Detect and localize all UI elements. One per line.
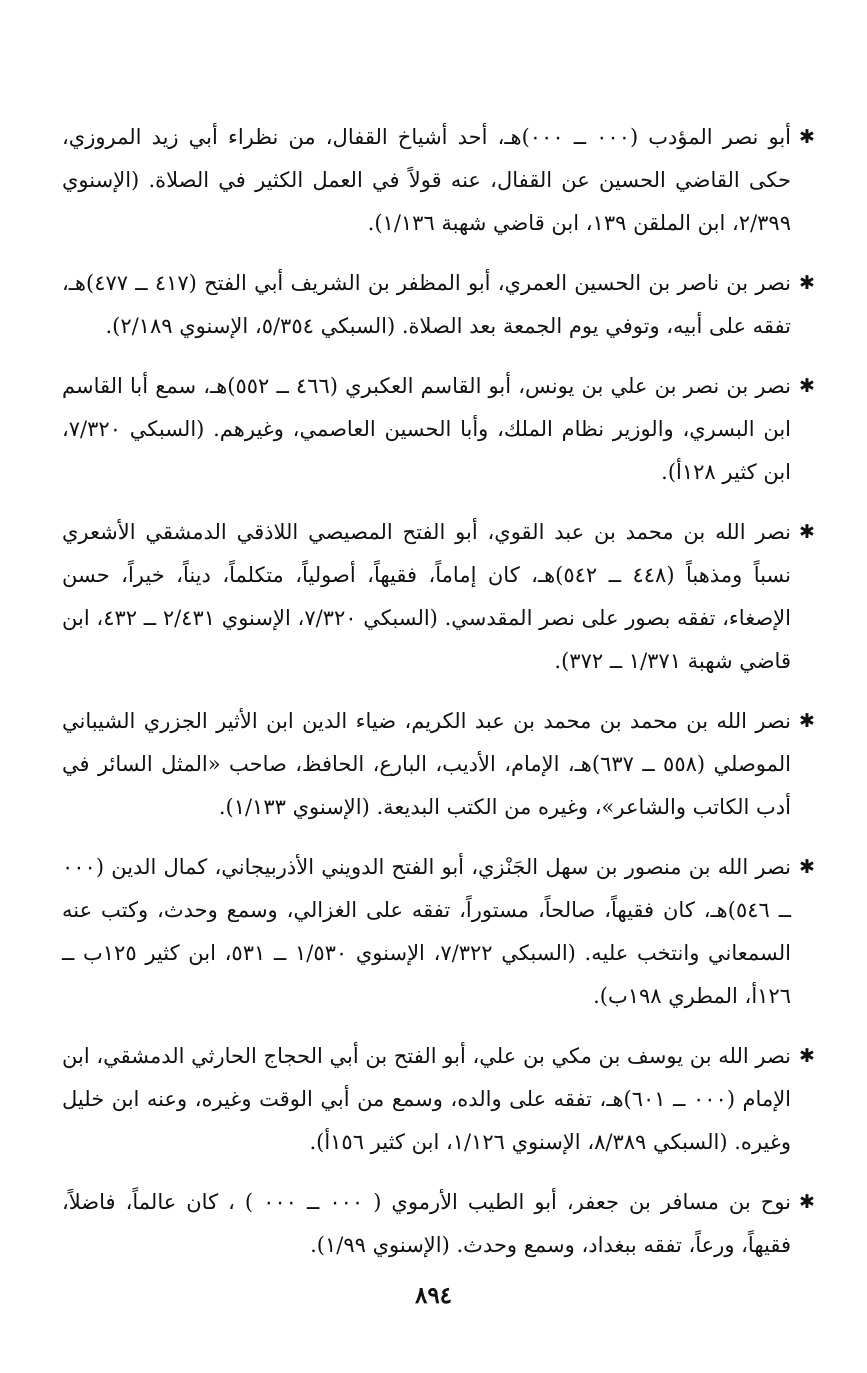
biography-entry bbox=[62, 1035, 817, 1164]
entry-text: نوح بن مسافر بن جعفر، أبو الطيب الأرموي ( ٠٠٠ ــ ٠٠٠ ) ، كان عالماً، فاضلاً، فقيهاً، ورعاً، تفقه ببغداد، وسمع وحدث. (الإسنوي ١/٩٩). bbox=[62, 1190, 792, 1257]
asterisk-bullet-icon: ✱ bbox=[799, 375, 815, 397]
entry-text: نصر الله بن محمد بن محمد بن عبد الكريم، ضياء الدين ابن الأثير الجزري الشيباني الموصلي (٥٥٨ ــ ٦٣٧)هـ، الإمام، الأديب، البارع، الحافظ، صاحب «المثل السائر في أدب الكاتب والشاعر»، وغيره من الكتب البديعة. (الإسنوي ١/١٣٣). bbox=[62, 709, 791, 819]
biography-entry bbox=[62, 511, 817, 683]
entry-text: أبو نصر المؤدب (٠٠٠ ــ ٠٠٠)هـ، أحد أشياخ القفال، من نظراء أبي زيد المروزي، حكى القاضي الحسين عن القفال، عنه قولاً في العمل الكثير في الصلاة. (الإسنوي ٢/٣٩٩، ابن الملقن ١٣٩، ابن قاضي شهبة ١/١٣٦). bbox=[62, 125, 792, 235]
asterisk-bullet-icon: ✱ bbox=[799, 272, 815, 294]
entry-text: نصر بن ناصر بن الحسين العمري، أبو المظفر بن الشريف أبي الفتح (٤١٧ ــ ٤٧٧)هـ، تفقه على أبيه، وتوفي يوم الجمعة بعد الصلاة. (السبكي ٥/٣٥٤، الإسنوي ٢/١٨٩). bbox=[62, 271, 792, 338]
biography-entry bbox=[62, 116, 817, 245]
document-page bbox=[62, 116, 817, 1284]
entry-text: نصر الله بن منصور بن سهل الجَنْزي، أبو الفتح الدويني الأذربيجاني، كمال الدين (٠٠٠ ــ ٥٤٦)هـ، كان فقيهاً، صالحاً، مستوراً، تفقه على الغزالي، وسمع وحدث، وكتب عنه السمعاني وانتخب عليه. (السبكي ٧/٣٢٢، الإسنوي ١/٥٣٠ ــ ٥٣١، ابن كثير ١٢٥ب ــ ١٢٦أ، المطري ١٩٨ب). bbox=[62, 855, 792, 1008]
page-number: ٨٩٤ bbox=[414, 1282, 453, 1309]
entry-text: نصر بن نصر بن علي بن يونس، أبو القاسم العكبري (٤٦٦ ــ ٥٥٢)هـ، سمع أبا القاسم ابن البسري، والوزير نظام الملك، وأبا الحسين العاصمي، وغيرهم. (السبكي ٧/٣٢٠، ابن كثير ١٢٨أ). bbox=[62, 374, 791, 484]
entry-text: نصر الله بن يوسف بن مكي بن علي، أبو الفتح بن أبي الحجاج الحارثي الدمشقي، ابن الإمام (٠٠٠ ــ ٦٠١)هـ، تفقه على والده، وسمع من أبي الوقت وغيره، وعنه ابن خليل وغيره. (السبكي ٨/٣٨٩، الإسنوي ١/١٢٦، ابن كثير ١٥٦أ). bbox=[62, 1044, 791, 1154]
asterisk-bullet-icon: ✱ bbox=[799, 126, 815, 148]
biography-entry bbox=[62, 1181, 817, 1267]
asterisk-bullet-icon: ✱ bbox=[799, 521, 815, 543]
biography-entry bbox=[62, 846, 817, 1018]
entry-text: نصر الله بن محمد بن عبد القوي، أبو الفتح المصيصي اللاذقي الدمشقي الأشعري نسباً ومذهباً (٤٤٨ ــ ٥٤٢)هـ، كان إماماً، فقيهاً، أصولياً، متكلماً، ديناً، خيراً، حسن الإصغاء، تفقه بصور على نصر المقدسي. (السبكي ٧/٣٢٠، الإسنوي ٢/٤٣١ ــ ٤٣٢، ابن قاضي شهبة ١/٣٧١ ــ ٣٧٢). bbox=[62, 520, 792, 673]
asterisk-bullet-icon: ✱ bbox=[799, 856, 815, 878]
biography-entry bbox=[62, 262, 817, 348]
biography-entry bbox=[62, 700, 817, 829]
asterisk-bullet-icon: ✱ bbox=[799, 1191, 815, 1213]
biography-entry bbox=[62, 365, 817, 494]
asterisk-bullet-icon: ✱ bbox=[799, 710, 815, 732]
asterisk-bullet-icon: ✱ bbox=[799, 1045, 815, 1067]
